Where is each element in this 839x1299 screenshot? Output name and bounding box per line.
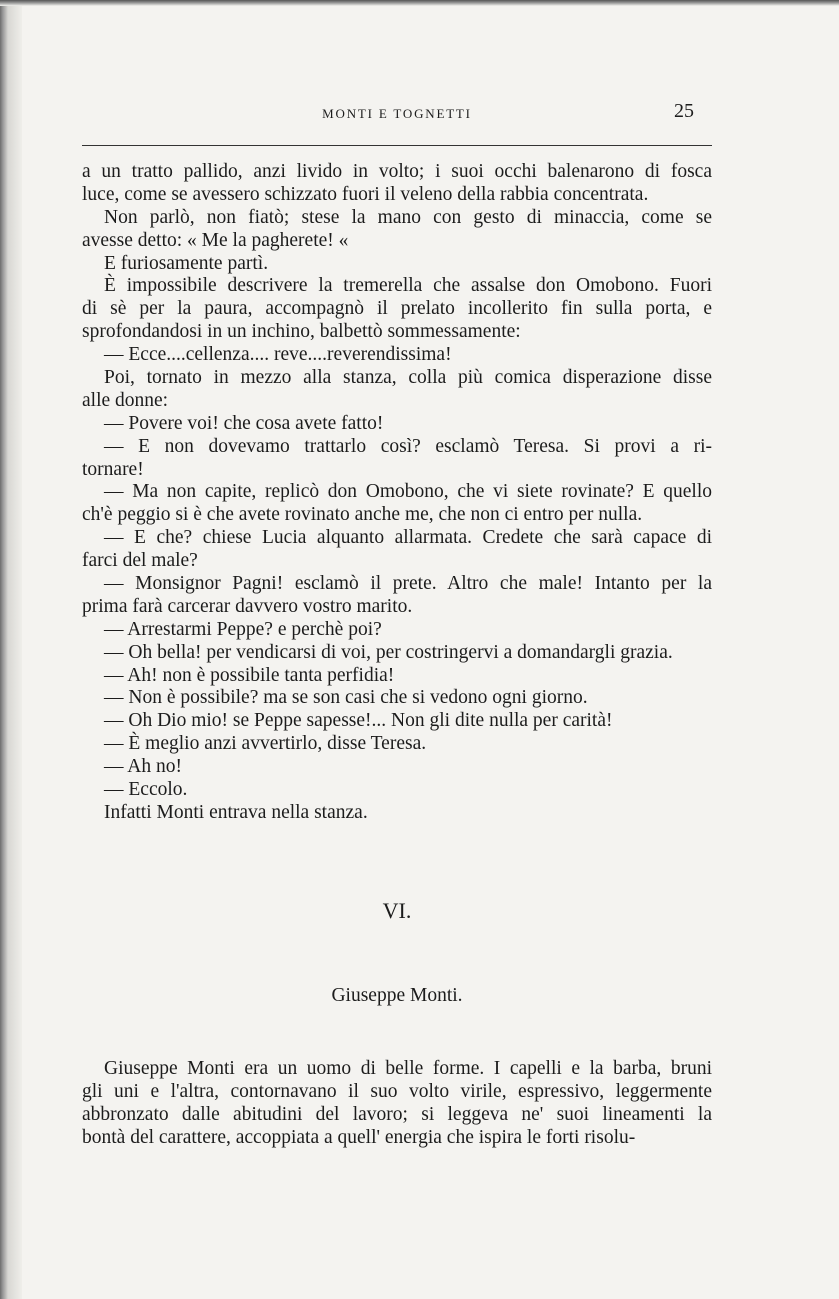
text-line: — Arrestarmi Peppe? e perchè poi? <box>104 618 382 640</box>
text-line: E furiosamente partì. <box>104 252 269 274</box>
body-text <box>82 161 712 825</box>
text-line: — Monsignor Pagni! esclamò il prete. Altro che male! Intanto per la <box>104 573 712 595</box>
paragraph <box>82 527 712 573</box>
text-line: a un tratto pallido, anzi livido in volto; i suoi occhi balenarono di fosca <box>82 161 712 182</box>
text-line: prima farà carcerar davvero vostro marito. <box>82 595 413 617</box>
text-line: — Povere voi! che cosa avete fatto! <box>104 412 384 434</box>
paragraph <box>82 619 712 642</box>
page-number: 25 <box>674 100 694 122</box>
text-line: abbronzato dalle abitudini del lavoro; si leggeva ne' suoi lineamenti la <box>82 1103 712 1125</box>
text-line: bontà del carattere, accoppiata a quell' energia che ispira le forti risolu- <box>82 1126 636 1148</box>
paragraph <box>82 367 712 413</box>
text-line: gli uni e l'altra, contornavano il suo volto virile, espressivo, leggermente <box>82 1080 712 1102</box>
text-line: alle donne: <box>82 389 169 411</box>
text-line: tornare! <box>82 458 144 480</box>
paragraph <box>82 436 712 482</box>
header-rule <box>82 145 712 146</box>
paragraph <box>82 802 712 825</box>
text-line: — Oh bella! per vendicarsi di voi, per costringervi a domandargli grazia. <box>104 641 673 663</box>
page-top-edge <box>0 0 839 6</box>
paragraph <box>82 710 712 733</box>
paragraph <box>82 253 712 276</box>
paragraph <box>82 573 712 619</box>
text-line: — Oh Dio mio! se Peppe sapesse!... Non gli dite nulla per carità! <box>104 710 613 732</box>
text-line: avesse detto: « Me la pagherete! « <box>82 229 349 251</box>
text-line: — Eccolo. <box>104 779 188 801</box>
text-line: — Ah! non è possibile tanta perfidia! <box>104 664 395 686</box>
paragraph <box>82 756 712 779</box>
text-line: luce, come se avessero schizzato fuori il veleno della rabbia concentrata. <box>82 183 649 205</box>
text-line: — Ma non capite, replicò don Omobono, che vi siete rovinate? E quello <box>104 481 712 503</box>
paragraph <box>82 779 712 802</box>
text-line: Giuseppe Monti era un uomo di belle forme. I capelli e la barba, bruni <box>104 1058 712 1079</box>
text-line: — È meglio anzi avvertirlo, disse Teresa. <box>104 733 427 755</box>
paragraph <box>82 161 712 207</box>
text-line: È impossibile descrivere la tremerella che assalse don Omobono. Fuori <box>104 275 712 297</box>
text-line: — E non dovevamo trattarlo così? esclamò Teresa. Si provi a ri- <box>104 435 712 457</box>
page-binding-edge <box>0 0 22 1299</box>
paragraph <box>82 665 712 688</box>
text-line: — E che? chiese Lucia alquanto allarmata. Credete che sarà capace di <box>104 527 712 549</box>
running-title: MONTI E TOGNETTI <box>322 106 472 121</box>
chapter-title: Giuseppe Monti. <box>331 985 463 1006</box>
paragraph <box>82 344 712 367</box>
paragraph <box>82 413 712 436</box>
paragraph <box>82 481 712 527</box>
paragraph <box>82 207 712 253</box>
text-line: — Non è possibile? ma se son casi che si vedono ogni giorno. <box>104 687 588 709</box>
text-line: Non parlò, non fiatò; stese la mano con gesto di minaccia, come se <box>104 206 712 228</box>
paragraph <box>82 687 712 710</box>
text-line: farci del male? <box>82 550 198 572</box>
paragraph <box>82 275 712 344</box>
paragraph <box>82 733 712 756</box>
paragraph <box>82 1058 712 1150</box>
text-line: — Ecce....cellenza.... reve....reverendissima! <box>104 344 452 366</box>
text-line: sprofondandosi in un inchino, balbettò sommessamente: <box>82 321 521 343</box>
page-header <box>82 100 712 130</box>
text-line: di sè per la paura, accompagnò il prelato incollerito fin sulla porta, e <box>82 298 712 320</box>
chapter-body-text <box>82 1058 712 1150</box>
paragraph <box>82 642 712 665</box>
text-line: Poi, tornato in mezzo alla stanza, colla più comica disperazione disse <box>104 367 712 389</box>
text-line: ch'è peggio si è che avete rovinato anche me, che non ci entro per nulla. <box>82 504 643 526</box>
text-line: Infatti Monti entrava nella stanza. <box>104 801 368 823</box>
chapter-number: VI. <box>382 898 412 923</box>
text-line: — Ah no! <box>104 756 182 778</box>
